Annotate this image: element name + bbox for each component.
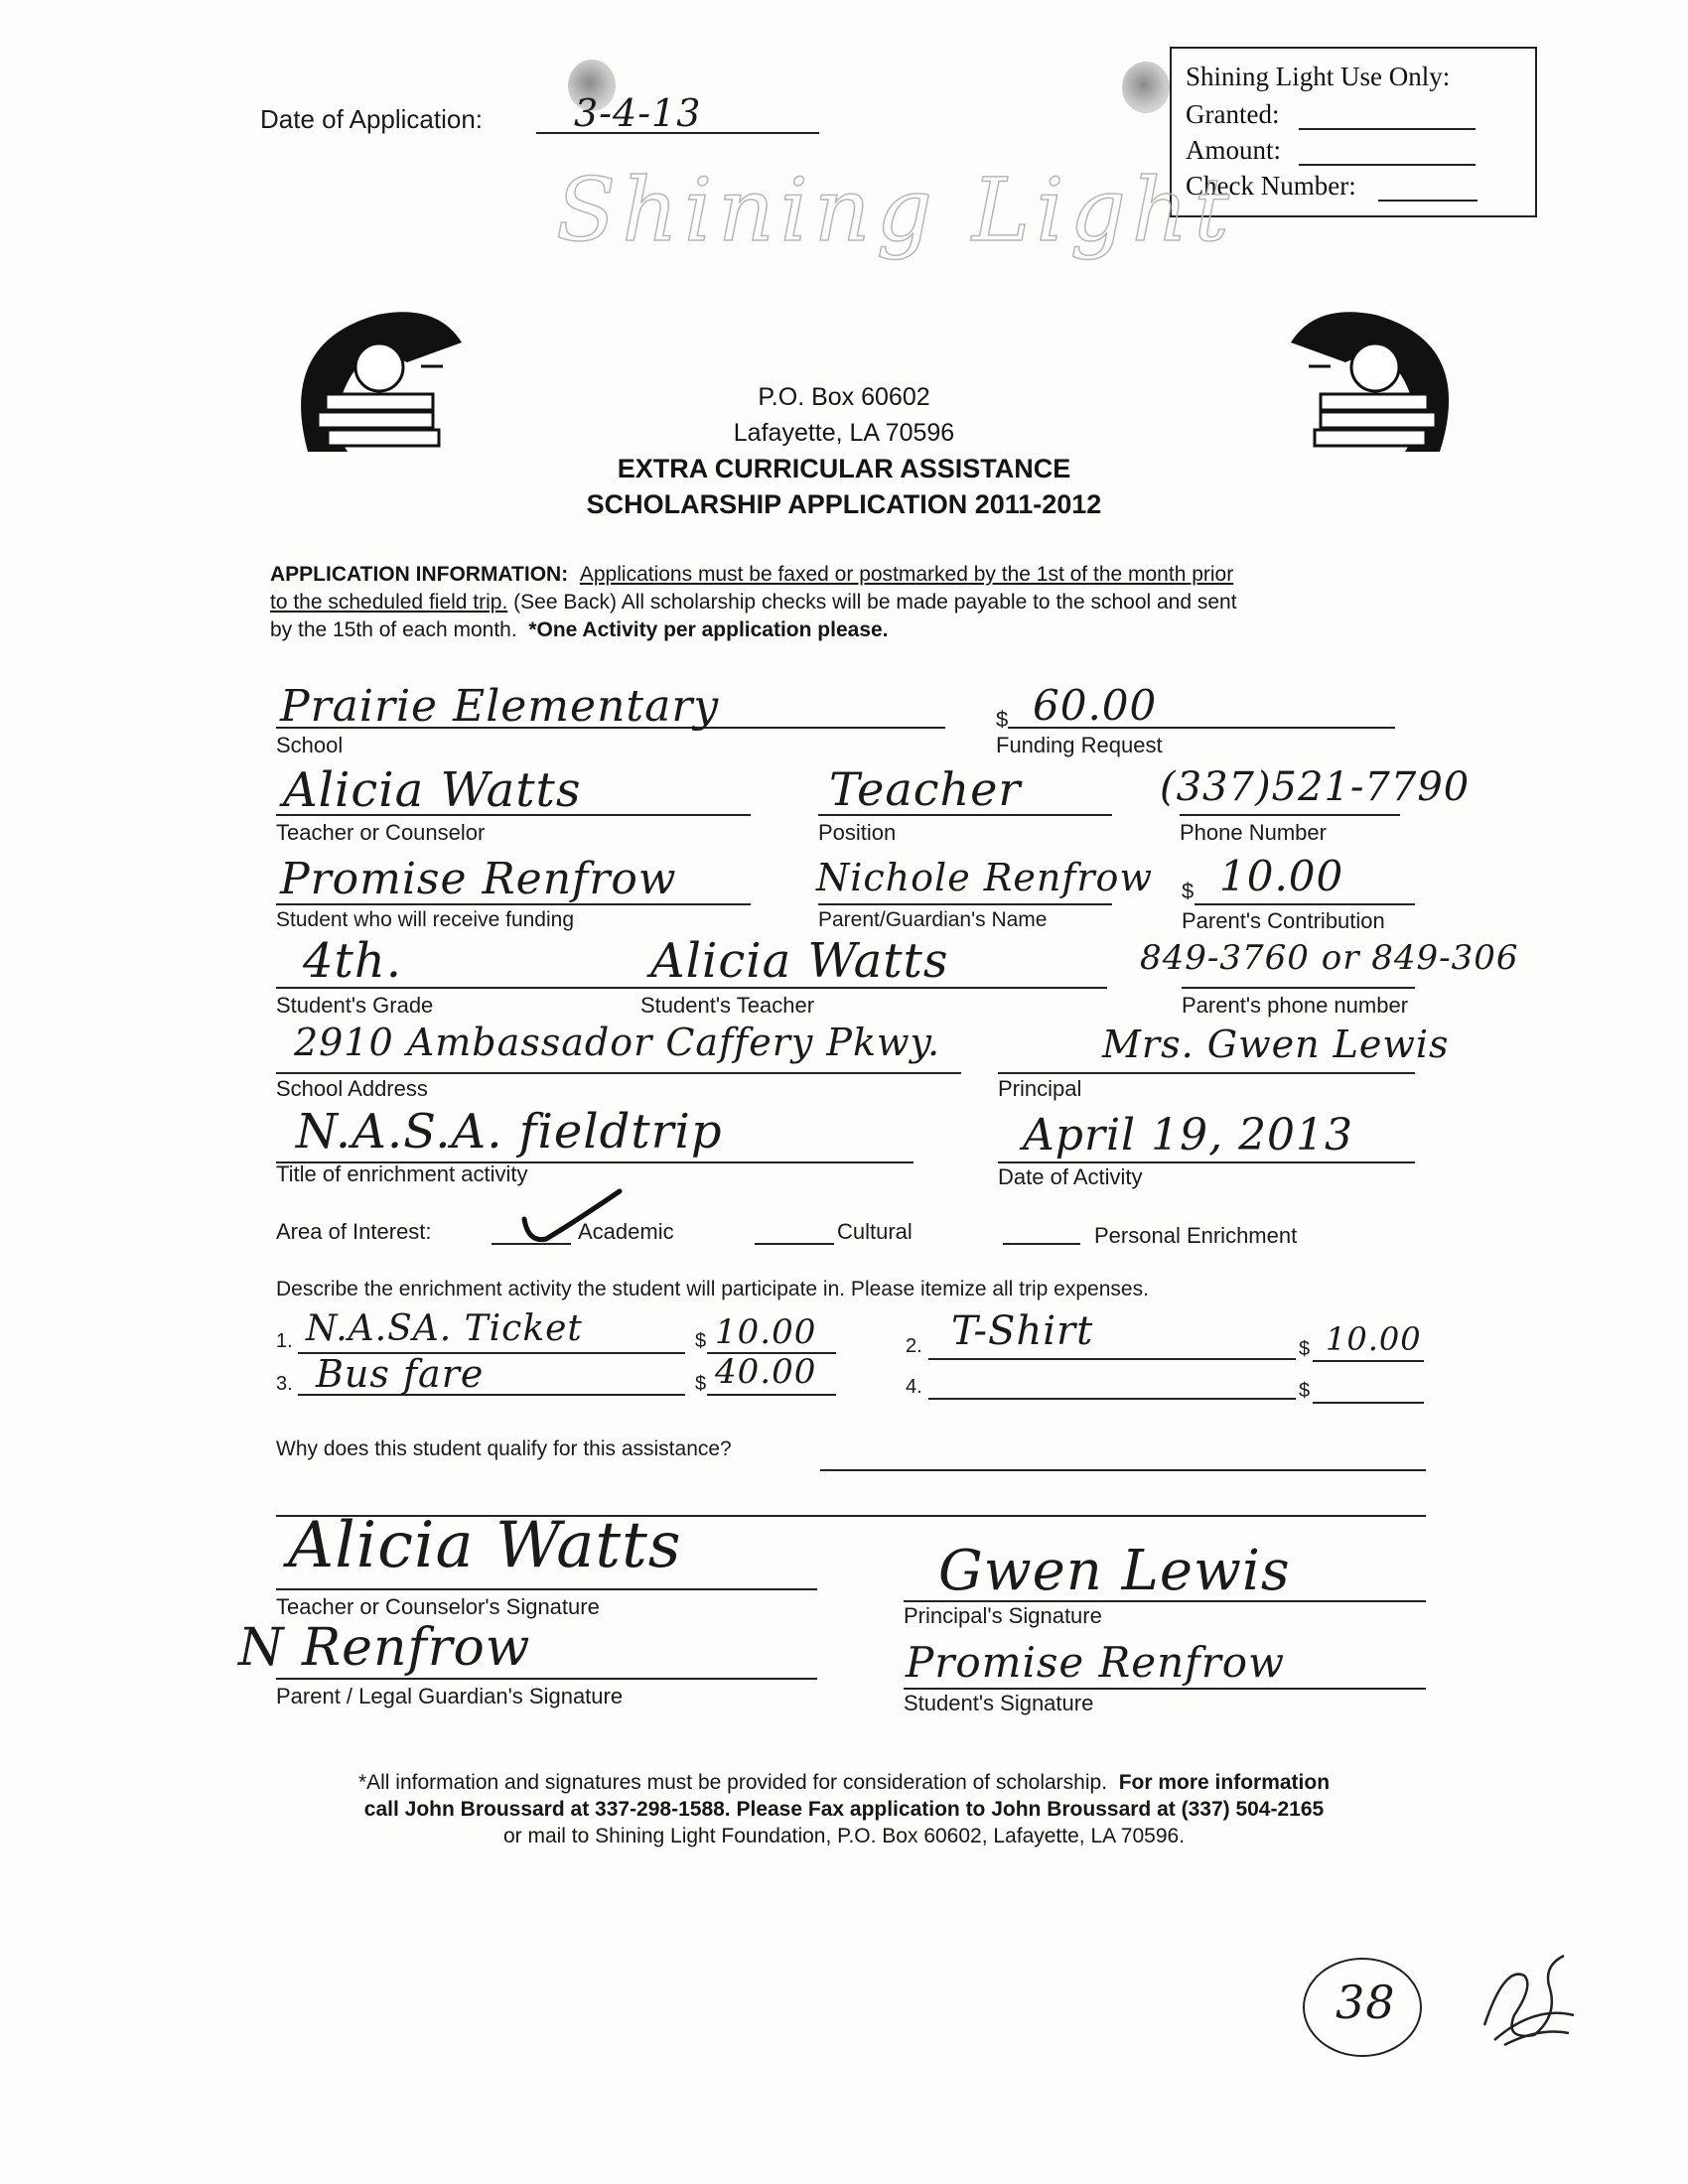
- funding-currency: $: [996, 707, 1009, 732]
- qualify-prompt: Why does this student qualify for this assistance?: [276, 1437, 732, 1460]
- grade-label: Student's Grade: [276, 993, 434, 1018]
- grade-value: 4th.: [303, 933, 402, 989]
- info-line-3b: *One Activity per application please.: [528, 618, 889, 641]
- contribution-value: 10.00: [1219, 852, 1344, 900]
- expense-1-num: 1.: [276, 1330, 293, 1352]
- teacher-signature: Alicia Watts: [288, 1509, 682, 1582]
- student-signature: Promise Renfrow: [906, 1638, 1286, 1687]
- interest-option-academic: Academic: [578, 1219, 674, 1244]
- school-label: School: [276, 733, 344, 757]
- interest-label: Area of Interest:: [276, 1219, 432, 1244]
- expense-3-currency: $: [695, 1373, 707, 1395]
- expense-2-currency: $: [1299, 1338, 1311, 1360]
- date-value: 3-4-13: [574, 91, 702, 135]
- expense-2-num: 2.: [906, 1335, 922, 1357]
- form-title-1: EXTRA CURRICULAR ASSISTANCE: [617, 454, 1071, 483]
- principal-signature: Gwen Lewis: [938, 1539, 1291, 1603]
- school-address-label: School Address: [276, 1076, 428, 1101]
- phone-value: (337)521-7790: [1160, 764, 1471, 810]
- expense-3-desc: Bus fare: [316, 1352, 485, 1396]
- funding-label: Funding Request: [996, 733, 1163, 757]
- activity-title-label: Title of enrichment activity: [276, 1161, 528, 1186]
- school-value: Prairie Elementary: [280, 681, 720, 732]
- expense-2-amount: 10.00: [1326, 1320, 1422, 1358]
- teacher-label: Teacher or Counselor: [276, 820, 486, 845]
- expense-2-desc: T-Shirt: [951, 1308, 1094, 1354]
- date-label: Date of Application:: [260, 104, 484, 134]
- contribution-currency: $: [1182, 879, 1195, 903]
- activity-date-label: Date of Activity: [998, 1164, 1143, 1189]
- expense-1-amount: 10.00: [715, 1312, 817, 1352]
- expense-4-num: 4.: [906, 1376, 922, 1398]
- expense-3-amount: 40.00: [715, 1352, 817, 1392]
- activity-date-value: April 19, 2013: [1023, 1110, 1354, 1160]
- student-teacher-value: Alicia Watts: [650, 933, 949, 989]
- footer-line-2: call John Broussard at 337-298-1588. Please Fax application to John Broussard at (337) 504-2165: [363, 1798, 1325, 1821]
- student-label: Student who will receive funding: [276, 908, 575, 931]
- expense-4-currency: $: [1299, 1380, 1311, 1402]
- watermark: Shining Light: [556, 159, 1235, 261]
- office-use-title: Shining Light Use Only:: [1186, 62, 1451, 91]
- punch-hole: [1122, 62, 1170, 113]
- teacher-value: Alicia Watts: [283, 762, 582, 818]
- application-information: [270, 561, 1462, 644]
- footer-line-3: or mail to Shining Light Foundation, P.O. Box 60602, Lafayette, LA 70596.: [502, 1825, 1186, 1847]
- footer-line-1b: For more information: [1118, 1771, 1331, 1794]
- position-value: Teacher: [829, 762, 1022, 816]
- student-signature-label: Student's Signature: [904, 1691, 1094, 1715]
- teacher-signature-label: Teacher or Counselor's Signature: [276, 1594, 600, 1619]
- phone-label: Phone Number: [1180, 820, 1327, 845]
- expenses-prompt: Describe the enrichment activity the student will participate in. Please itemize all trip expenses.: [276, 1278, 1149, 1300]
- expense-3-num: 3.: [276, 1373, 293, 1395]
- activity-title-value: N.A.S.A. fieldtrip: [296, 1104, 723, 1160]
- info-line-2b: (See Back) All scholarship checks will be made payable to the school and sent: [513, 591, 1237, 614]
- expense-1-currency: $: [695, 1330, 707, 1352]
- form-title-2: SCHOLARSHIP APPLICATION 2011-2012: [586, 489, 1102, 519]
- guardian-value: Nichole Renfrow: [816, 856, 1153, 899]
- initials-scribble: [1465, 1946, 1584, 2055]
- principal-value: Mrs. Gwen Lewis: [1102, 1023, 1450, 1066]
- guardian-label: Parent/Guardian's Name: [818, 908, 1048, 931]
- position-label: Position: [818, 820, 897, 845]
- amount-label: Amount:: [1186, 135, 1282, 165]
- footer-line-1a: *All information and signatures must be provided for consideration of scholarship.: [357, 1771, 1108, 1794]
- info-line-2a: to the scheduled field trip.: [270, 591, 508, 614]
- check-number-label: Check Number:: [1186, 171, 1356, 201]
- student-value: Promise Renfrow: [280, 854, 677, 904]
- address-line-2: Lafayette, LA 70596: [733, 419, 955, 447]
- footer: [0, 1769, 1688, 1849]
- contribution-label: Parent's Contribution: [1182, 908, 1385, 933]
- interest-option-personal: Personal Enrichment: [1094, 1223, 1298, 1248]
- expense-1-desc: N.A.SA. Ticket: [306, 1308, 583, 1349]
- principal-signature-label: Principal's Signature: [904, 1603, 1102, 1628]
- info-heading: APPLICATION INFORMATION:: [270, 563, 569, 586]
- school-address-value: 2910 Ambassador Caffery Pkwy.: [294, 1021, 941, 1064]
- funding-value: 60.00: [1033, 681, 1158, 730]
- address-line-1: P.O. Box 60602: [758, 383, 930, 411]
- parent-phone-label: Parent's phone number: [1182, 993, 1409, 1018]
- page-number: 38: [1336, 1976, 1396, 2029]
- parent-signature-label: Parent / Legal Guardian's Signature: [276, 1684, 624, 1708]
- interest-option-cultural: Cultural: [837, 1219, 913, 1244]
- granted-label: Granted:: [1186, 99, 1280, 129]
- parent-signature: N Renfrow: [238, 1618, 531, 1678]
- info-line-1: Applications must be faxed or postmarked by the 1st of the month prior: [579, 563, 1234, 586]
- student-teacher-label: Student's Teacher: [640, 993, 815, 1018]
- parent-phone-value: 849-3760 or 849-306: [1140, 938, 1519, 978]
- principal-label: Principal: [998, 1076, 1082, 1101]
- info-line-3: by the 15th of each month.: [270, 618, 517, 641]
